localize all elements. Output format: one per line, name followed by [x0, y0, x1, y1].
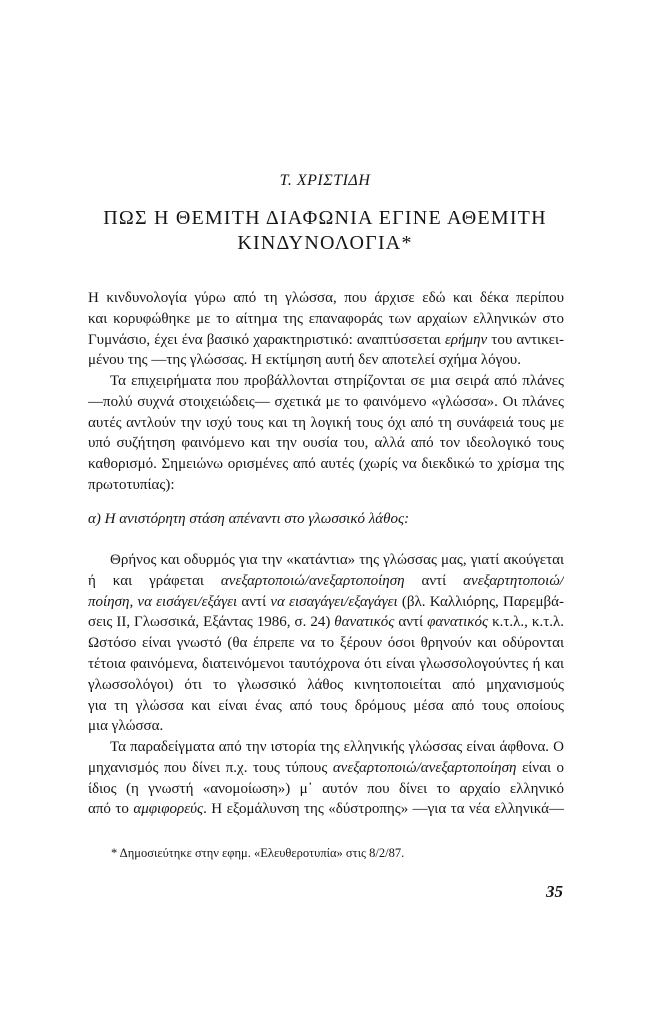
- text-run: τέτοια φαινόμενα, διατεινόμενοι ταυτόχρονα ότι είναι γλωσσολογούντες ή και: [88, 655, 564, 672]
- text-run: αυτές αντλούν την ισχύ τους και τη λογική τους όχι από τη συνάφειά τους με: [88, 414, 564, 431]
- text-run: υπό συζήτηση φαινόμενο και την ουσία του, αλλά από τον ιδεολογικό τους: [88, 435, 564, 452]
- text-run: είναι ο: [516, 759, 564, 776]
- paragraph: [88, 371, 564, 496]
- italic-text: ανεξαρτοποιώ/ανεξαρτοποίηση: [332, 759, 517, 776]
- text-run: αντί: [394, 614, 428, 631]
- title-line: ΠΩΣ Η ΘΕΜΙΤΗ ΔΙΑΦΩΝΙΑ ΕΓΙΝΕ ΑΘΕΜΙΤΗ: [103, 207, 547, 229]
- text-line: [88, 633, 564, 654]
- text-line: [88, 475, 564, 496]
- text-run: Τα παραδείγματα από την ιστορία της ελληνικής γλώσσας είναι άφθονα. Ο: [110, 739, 564, 755]
- page-number: 35: [546, 882, 563, 901]
- italic-text: ανεξαρτητοποιώ/: [463, 572, 564, 589]
- text-line: [88, 675, 564, 696]
- italic-text: ερήμην: [444, 331, 488, 348]
- text-run: ή και γράφεται: [88, 572, 221, 589]
- text-line: [88, 550, 564, 571]
- text-line: [88, 433, 564, 454]
- text-run: ίδιος (η γνωστή «ανομοίωση») μ᾽ αυτόν που δίνει το αρχαίο ελληνικό: [88, 780, 564, 797]
- text-line: [88, 737, 564, 758]
- text-run: —πολύ συχνά στοιχειώδεις— σχετικά με το φαινόμενο «γλώσσα». Οι πλάνες: [88, 393, 564, 410]
- text-run: Τα επιχειρήματα που προβάλλονται στηρίζονται σε μια σειρά από πλάνες: [110, 373, 564, 389]
- title-line: ΚΙΝΔΥΝΟΛΟΓΙΑ*: [237, 232, 413, 254]
- text-line: [88, 309, 564, 330]
- italic-text: θανατικός: [334, 614, 395, 631]
- text-run: αντί: [237, 593, 271, 610]
- text-run: κ.τ.λ., κ.τ.λ.: [488, 614, 564, 631]
- text-run: γλωσσολόγοι) ότι το γλωσσικό λάθος κινητοποιείται από μηχανισμούς: [88, 676, 564, 693]
- italic-text: φανατικός: [427, 614, 489, 631]
- text-run: και κορυφώθηκε με το αίτημα της επαναφοράς των αρχαίων ελληνικών στο: [88, 310, 564, 327]
- text-run: καθορισμό. Σημειώνω ορισμένες από αυτές (χωρίς να διεκδικώ το χρίσμα της: [88, 456, 564, 473]
- text-run: Θρήνος και οδυρμός για την «κατάντια» της γλώσσας μας, γιατί ακούγεται: [110, 552, 564, 568]
- text-run: για τη γλώσσα και είναι ένας από τους δρόμους μέσα από τους οποίους: [88, 697, 564, 714]
- text-line: [88, 779, 564, 800]
- section-heading: α) Η ανιστόρητη στάση απέναντι στο γλωσσικό λάθος:: [88, 511, 410, 527]
- italic-text: να εισαγάγει/εξαγάγει: [270, 593, 398, 610]
- text-run: (βλ. Καλλιόρης, Παρεμβά-: [397, 593, 564, 610]
- text-run: σεις ΙΙ, Γλωσσικά, Εξάντας 1986, σ. 24): [88, 614, 335, 631]
- text-line: [88, 716, 564, 737]
- text-line: [88, 654, 564, 675]
- footnote: * Δημοσιεύτηκε στην εφημ. «Ελευθεροτυπία» στις 8/2/87.: [111, 846, 405, 860]
- text-line: [88, 696, 564, 717]
- italic-text: αμφιφορεύς: [133, 801, 204, 818]
- text-line: [88, 454, 564, 475]
- article-title: [0, 206, 650, 256]
- text-run: αντί: [404, 572, 464, 589]
- text-run: Γυμνάσιο, έχει ένα βασικό χαρακτηριστικό: αναπτύσσεται: [88, 331, 445, 348]
- text-line: [88, 758, 564, 779]
- paragraph: [88, 550, 564, 737]
- text-line: [88, 799, 564, 820]
- italic-text: ποίηση, να εισάγει/εξάγει: [88, 593, 238, 610]
- text-line: [88, 330, 564, 351]
- text-run: Ωστόσο είναι γνωστό (θα έπρεπε να το ξέρουν όσοι θρηνούν και οδύρονται: [88, 635, 564, 652]
- text-run: πρωτοτυπίας):: [88, 476, 175, 493]
- text-run: μένου της —της γλώσσας. Η εκτίμηση αυτή δεν αποτελεί σχήμα λόγου.: [88, 352, 521, 369]
- text-run: του αντικει-: [487, 331, 564, 348]
- text-run: από το: [88, 801, 134, 818]
- text-line: [88, 612, 564, 633]
- text-line: [88, 350, 564, 371]
- text-run: Η κινδυνολογία γύρω από τη γλώσσα, που άρχισε εδώ και δέκα περίπου: [88, 290, 564, 306]
- text-run: . Η εξομάλυνση της «δύστροπης» —για τα νέα ελληνικά—: [203, 801, 564, 818]
- text-run: μια γλώσσα.: [88, 718, 164, 735]
- paragraph: [88, 737, 564, 820]
- text-line: [88, 371, 564, 392]
- text-line: [88, 413, 564, 434]
- text-run: μηχανισμός που δίνει π.χ. τους τύπους: [88, 759, 333, 776]
- text-line: [88, 592, 564, 613]
- text-line: [88, 392, 564, 413]
- author-name: Τ. ΧΡΙΣΤΙΔΗ: [279, 172, 371, 189]
- text-line: [88, 288, 564, 309]
- italic-text: ανεξαρτοποιώ/ανεξαρτοποίηση: [220, 572, 405, 589]
- paragraph: [88, 288, 564, 371]
- text-line: [88, 571, 564, 592]
